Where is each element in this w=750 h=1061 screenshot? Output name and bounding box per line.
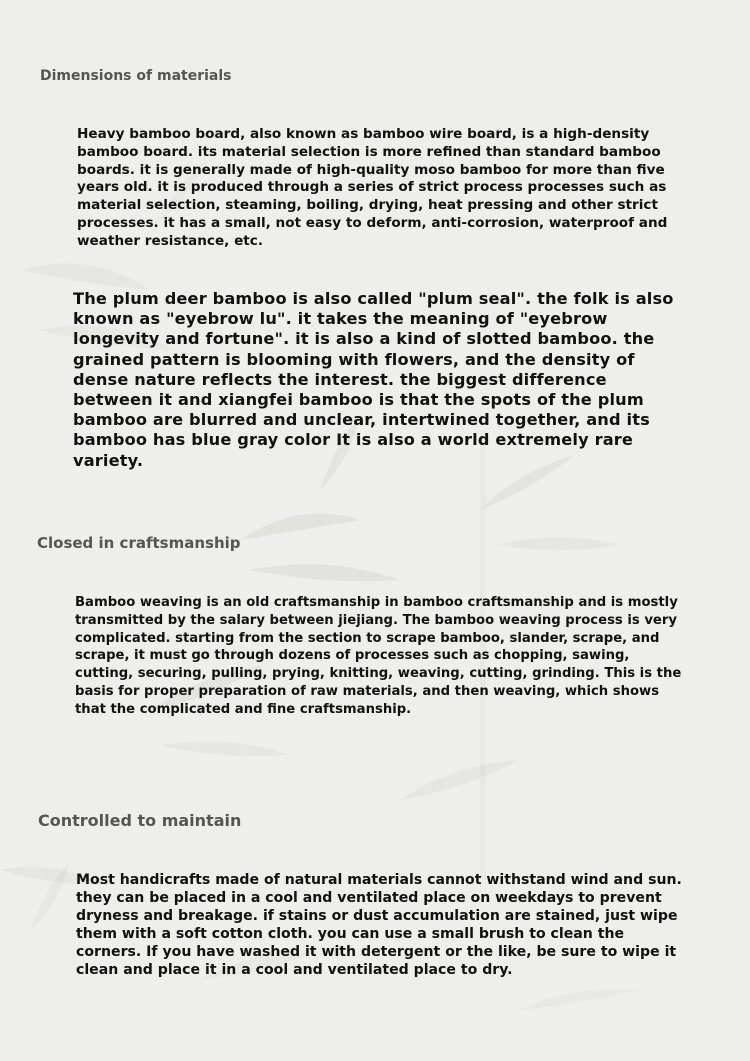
section-heading-dimensions: Dimensions of materials xyxy=(40,68,232,84)
section-heading-craftsmanship: Closed in craftsmanship xyxy=(37,534,241,552)
paragraph-plum-deer-bamboo: The plum deer bamboo is also called "plum seal". the folk is also known as "eyebrow lu". it takes the meaning of "eyebrow longevity and fortune". it is also a kind of slotted bamboo. the grained pattern is blooming with flowers, and the density of dense nature reflects the interest. the biggest difference between it and xiangfei bamboo is that the spots of the plum bamboo are blurred and unclear, intertwined together, and its bamboo has blue gray color It is also a world extremely rare variety. xyxy=(73,289,674,470)
paragraph-heavy-bamboo-board: Heavy bamboo board, also known as bamboo wire board, is a high-density bamboo board. its material selection is more refined than standard bamboo boards. it is generally made of high-quality moso bamboo for more than five years old. it is produced through a series of strict process processes such as material selection, steaming, boiling, drying, heat pressing and other strict processes. it has a small, not easy to deform, anti-corrosion, waterproof and weather resistance, etc. xyxy=(77,126,668,249)
section-heading-maintenance: Controlled to maintain xyxy=(38,811,242,830)
paragraph-bamboo-weaving: Bamboo weaving is an old craftsmanship in bamboo craftsmanship and is mostly transmitted by the salary between jiejiang. The bamboo weaving process is very complicated. starting from the section to scrape bamboo, slander, scrape, and scrape, it must go through dozens of processes such as chopping, sawing, cutting, securing, pulling, prying, knitting, weaving, cutting, grinding. This is the basis for proper preparation of raw materials, and then weaving, which shows that the complicated and fine craftsmanship. xyxy=(75,595,682,717)
paragraph-care-instructions: Most handicrafts made of natural materials cannot withstand wind and sun. they can be placed in a cool and ventilated place on weekdays to prevent dryness and breakage. if stains or dust accumulation are stained, just wipe them with a soft cotton cloth. you can use a small brush to clean the corners. If you have washed it with detergent or the like, be sure to wipe it clean and place it in a cool and ventilated place to dry. xyxy=(76,872,682,978)
